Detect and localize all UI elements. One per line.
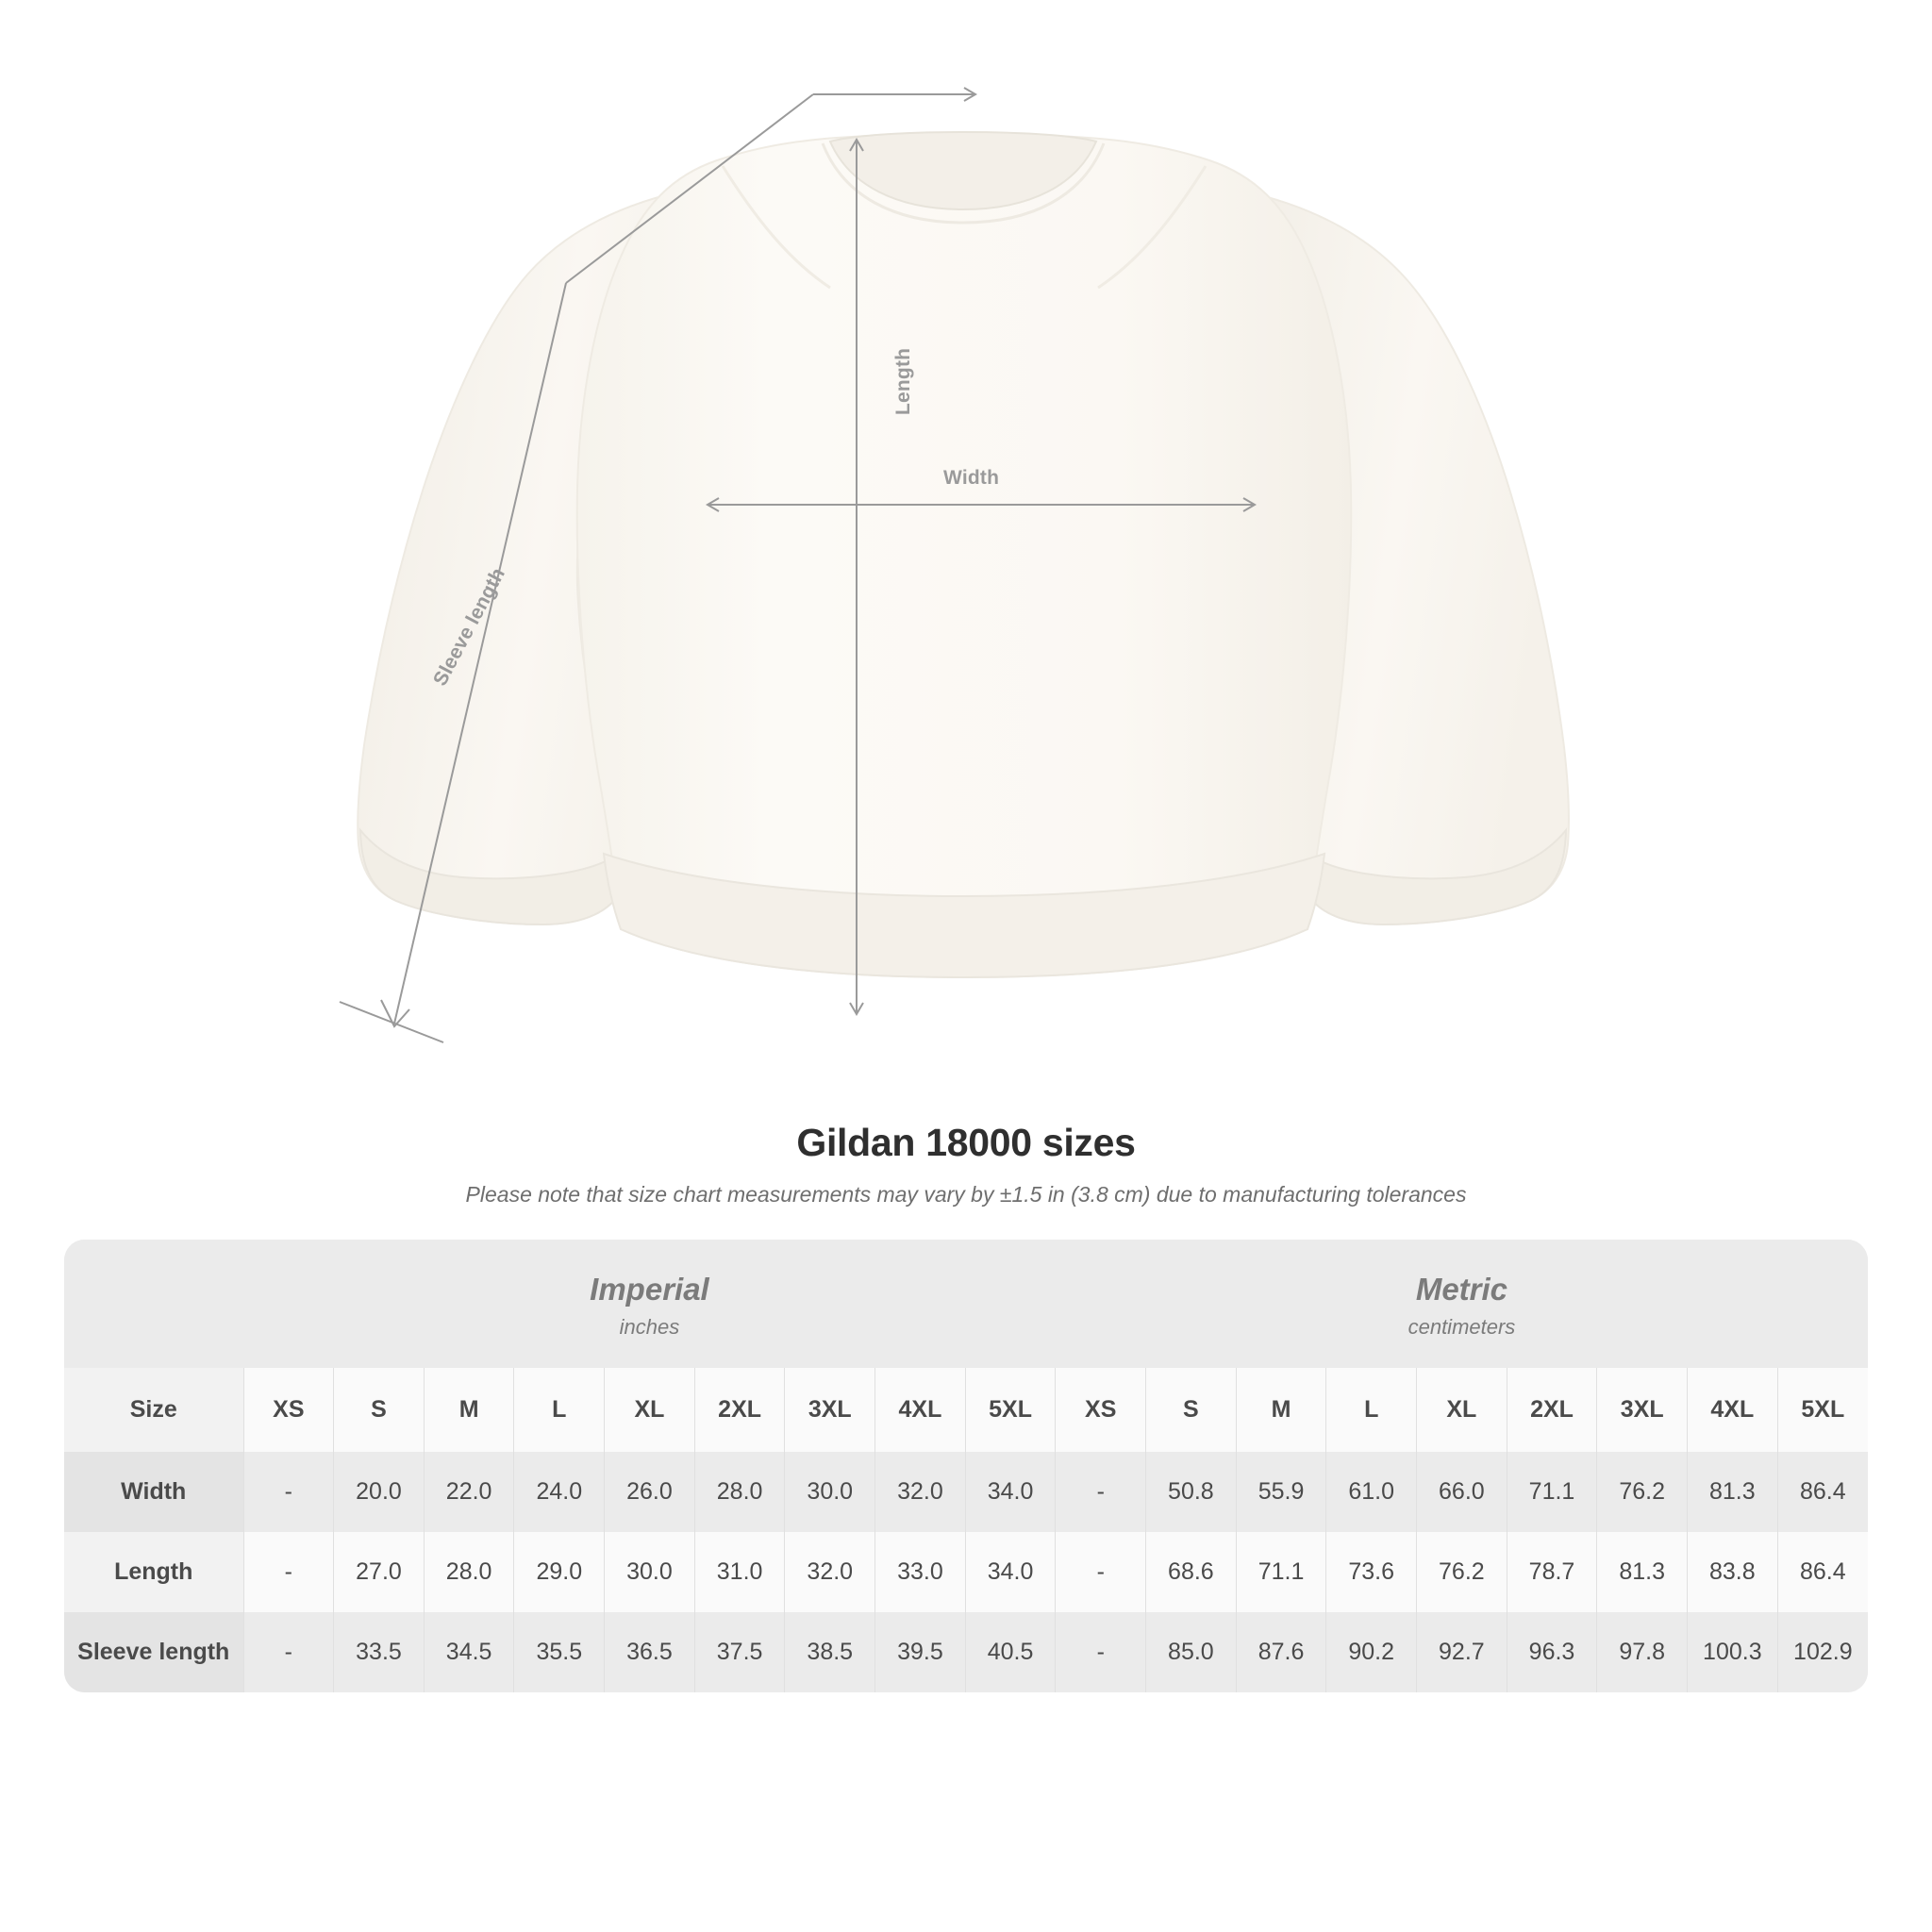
table-row [64, 1532, 1868, 1612]
cell-sleeve-4: 36.5 [605, 1612, 695, 1692]
cell-width-9: - [1056, 1452, 1146, 1532]
cell-sleeve-2: 34.5 [424, 1612, 514, 1692]
header-col-15: 3XL [1597, 1368, 1688, 1452]
unit-group-metric-name: Metric [1415, 1272, 1508, 1307]
cell-length-2: 28.0 [424, 1532, 514, 1612]
header-col-5: 2XL [694, 1368, 785, 1452]
cell-length-1: 27.0 [334, 1532, 425, 1612]
cell-length-10: 68.6 [1146, 1532, 1237, 1612]
tolerance-note: Please note that size chart measurements may vary by ±1.5 in (3.8 cm) due to manufacturing tolerances [465, 1182, 1467, 1207]
cell-width-2: 22.0 [424, 1452, 514, 1532]
cell-length-13: 76.2 [1417, 1532, 1507, 1612]
cell-width-7: 32.0 [875, 1452, 966, 1532]
cell-sleeve-17: 102.9 [1777, 1612, 1868, 1692]
cell-length-15: 81.3 [1597, 1532, 1688, 1612]
cell-sleeve-11: 87.6 [1236, 1612, 1326, 1692]
cell-length-6: 32.0 [785, 1532, 875, 1612]
cell-length-8: 34.0 [965, 1532, 1056, 1612]
size-table-container [64, 1240, 1868, 1692]
header-col-2: M [424, 1368, 514, 1452]
cell-width-8: 34.0 [965, 1452, 1056, 1532]
width-label: Width [943, 467, 1000, 489]
cell-sleeve-14: 96.3 [1507, 1612, 1597, 1692]
row-label-width: Width [64, 1452, 243, 1532]
cell-sleeve-0: - [243, 1612, 334, 1692]
cell-length-14: 78.7 [1507, 1532, 1597, 1612]
cell-sleeve-8: 40.5 [965, 1612, 1056, 1692]
row-label-length: Length [64, 1532, 243, 1612]
cell-width-13: 66.0 [1417, 1452, 1507, 1532]
header-col-12: L [1326, 1368, 1417, 1452]
cell-width-11: 55.9 [1236, 1452, 1326, 1532]
header-col-16: 4XL [1688, 1368, 1778, 1452]
header-col-0: XS [243, 1368, 334, 1452]
header-col-14: 2XL [1507, 1368, 1597, 1452]
unit-group-spacer [64, 1240, 243, 1368]
body [577, 134, 1352, 977]
sleeve-length-label: Sleeve length [429, 564, 510, 690]
header-col-11: M [1236, 1368, 1326, 1452]
cell-width-6: 30.0 [785, 1452, 875, 1532]
cell-sleeve-5: 37.5 [694, 1612, 785, 1692]
header-size: Size [64, 1368, 243, 1452]
cell-length-17: 86.4 [1777, 1532, 1868, 1612]
cell-sleeve-6: 38.5 [785, 1612, 875, 1692]
page-title: Gildan 18000 sizes [796, 1121, 1136, 1164]
title-block [0, 1121, 1932, 1208]
unit-group-metric [1056, 1240, 1868, 1368]
header-col-7: 4XL [875, 1368, 966, 1452]
unit-group-imperial [243, 1240, 1056, 1368]
header-col-9: XS [1056, 1368, 1146, 1452]
cell-sleeve-10: 85.0 [1146, 1612, 1237, 1692]
header-col-13: XL [1417, 1368, 1507, 1452]
cell-sleeve-3: 35.5 [514, 1612, 605, 1692]
cell-length-16: 83.8 [1688, 1532, 1778, 1612]
cell-width-10: 50.8 [1146, 1452, 1237, 1532]
cell-width-4: 26.0 [605, 1452, 695, 1532]
header-col-4: XL [605, 1368, 695, 1452]
unit-group-imperial-name: Imperial [590, 1272, 709, 1307]
cell-sleeve-1: 33.5 [334, 1612, 425, 1692]
header-col-17: 5XL [1777, 1368, 1868, 1452]
cell-width-16: 81.3 [1688, 1452, 1778, 1532]
cell-length-5: 31.0 [694, 1532, 785, 1612]
header-col-6: 3XL [785, 1368, 875, 1452]
cell-width-17: 86.4 [1777, 1452, 1868, 1532]
unit-group-metric-sub: centimeters [1407, 1315, 1516, 1339]
cell-width-3: 24.0 [514, 1452, 605, 1532]
cell-sleeve-13: 92.7 [1417, 1612, 1507, 1692]
unit-group-row [64, 1240, 1868, 1368]
cell-length-12: 73.6 [1326, 1532, 1417, 1612]
cell-width-12: 61.0 [1326, 1452, 1417, 1532]
cell-length-11: 71.1 [1236, 1532, 1326, 1612]
unit-group-imperial-sub: inches [619, 1315, 680, 1339]
cell-length-4: 30.0 [605, 1532, 695, 1612]
cell-length-3: 29.0 [514, 1532, 605, 1612]
cell-sleeve-15: 97.8 [1597, 1612, 1688, 1692]
cell-sleeve-16: 100.3 [1688, 1612, 1778, 1692]
header-col-8: 5XL [965, 1368, 1056, 1452]
row-label-sleeve-length: Sleeve length [64, 1612, 243, 1692]
cell-sleeve-9: - [1056, 1612, 1146, 1692]
length-label: Length [892, 347, 914, 415]
cell-sleeve-7: 39.5 [875, 1612, 966, 1692]
size-table [64, 1240, 1868, 1692]
table-row [64, 1612, 1868, 1692]
header-col-10: S [1146, 1368, 1237, 1452]
header-col-1: S [334, 1368, 425, 1452]
cell-length-0: - [243, 1532, 334, 1612]
cell-width-5: 28.0 [694, 1452, 785, 1532]
table-row [64, 1452, 1868, 1532]
column-header-row [64, 1368, 1868, 1452]
cell-length-7: 33.0 [875, 1532, 966, 1612]
cell-width-15: 76.2 [1597, 1452, 1688, 1532]
cell-width-0: - [243, 1452, 334, 1532]
cell-sleeve-12: 90.2 [1326, 1612, 1417, 1692]
cell-width-1: 20.0 [334, 1452, 425, 1532]
cell-width-14: 71.1 [1507, 1452, 1597, 1532]
header-col-3: L [514, 1368, 605, 1452]
cell-length-9: - [1056, 1532, 1146, 1612]
